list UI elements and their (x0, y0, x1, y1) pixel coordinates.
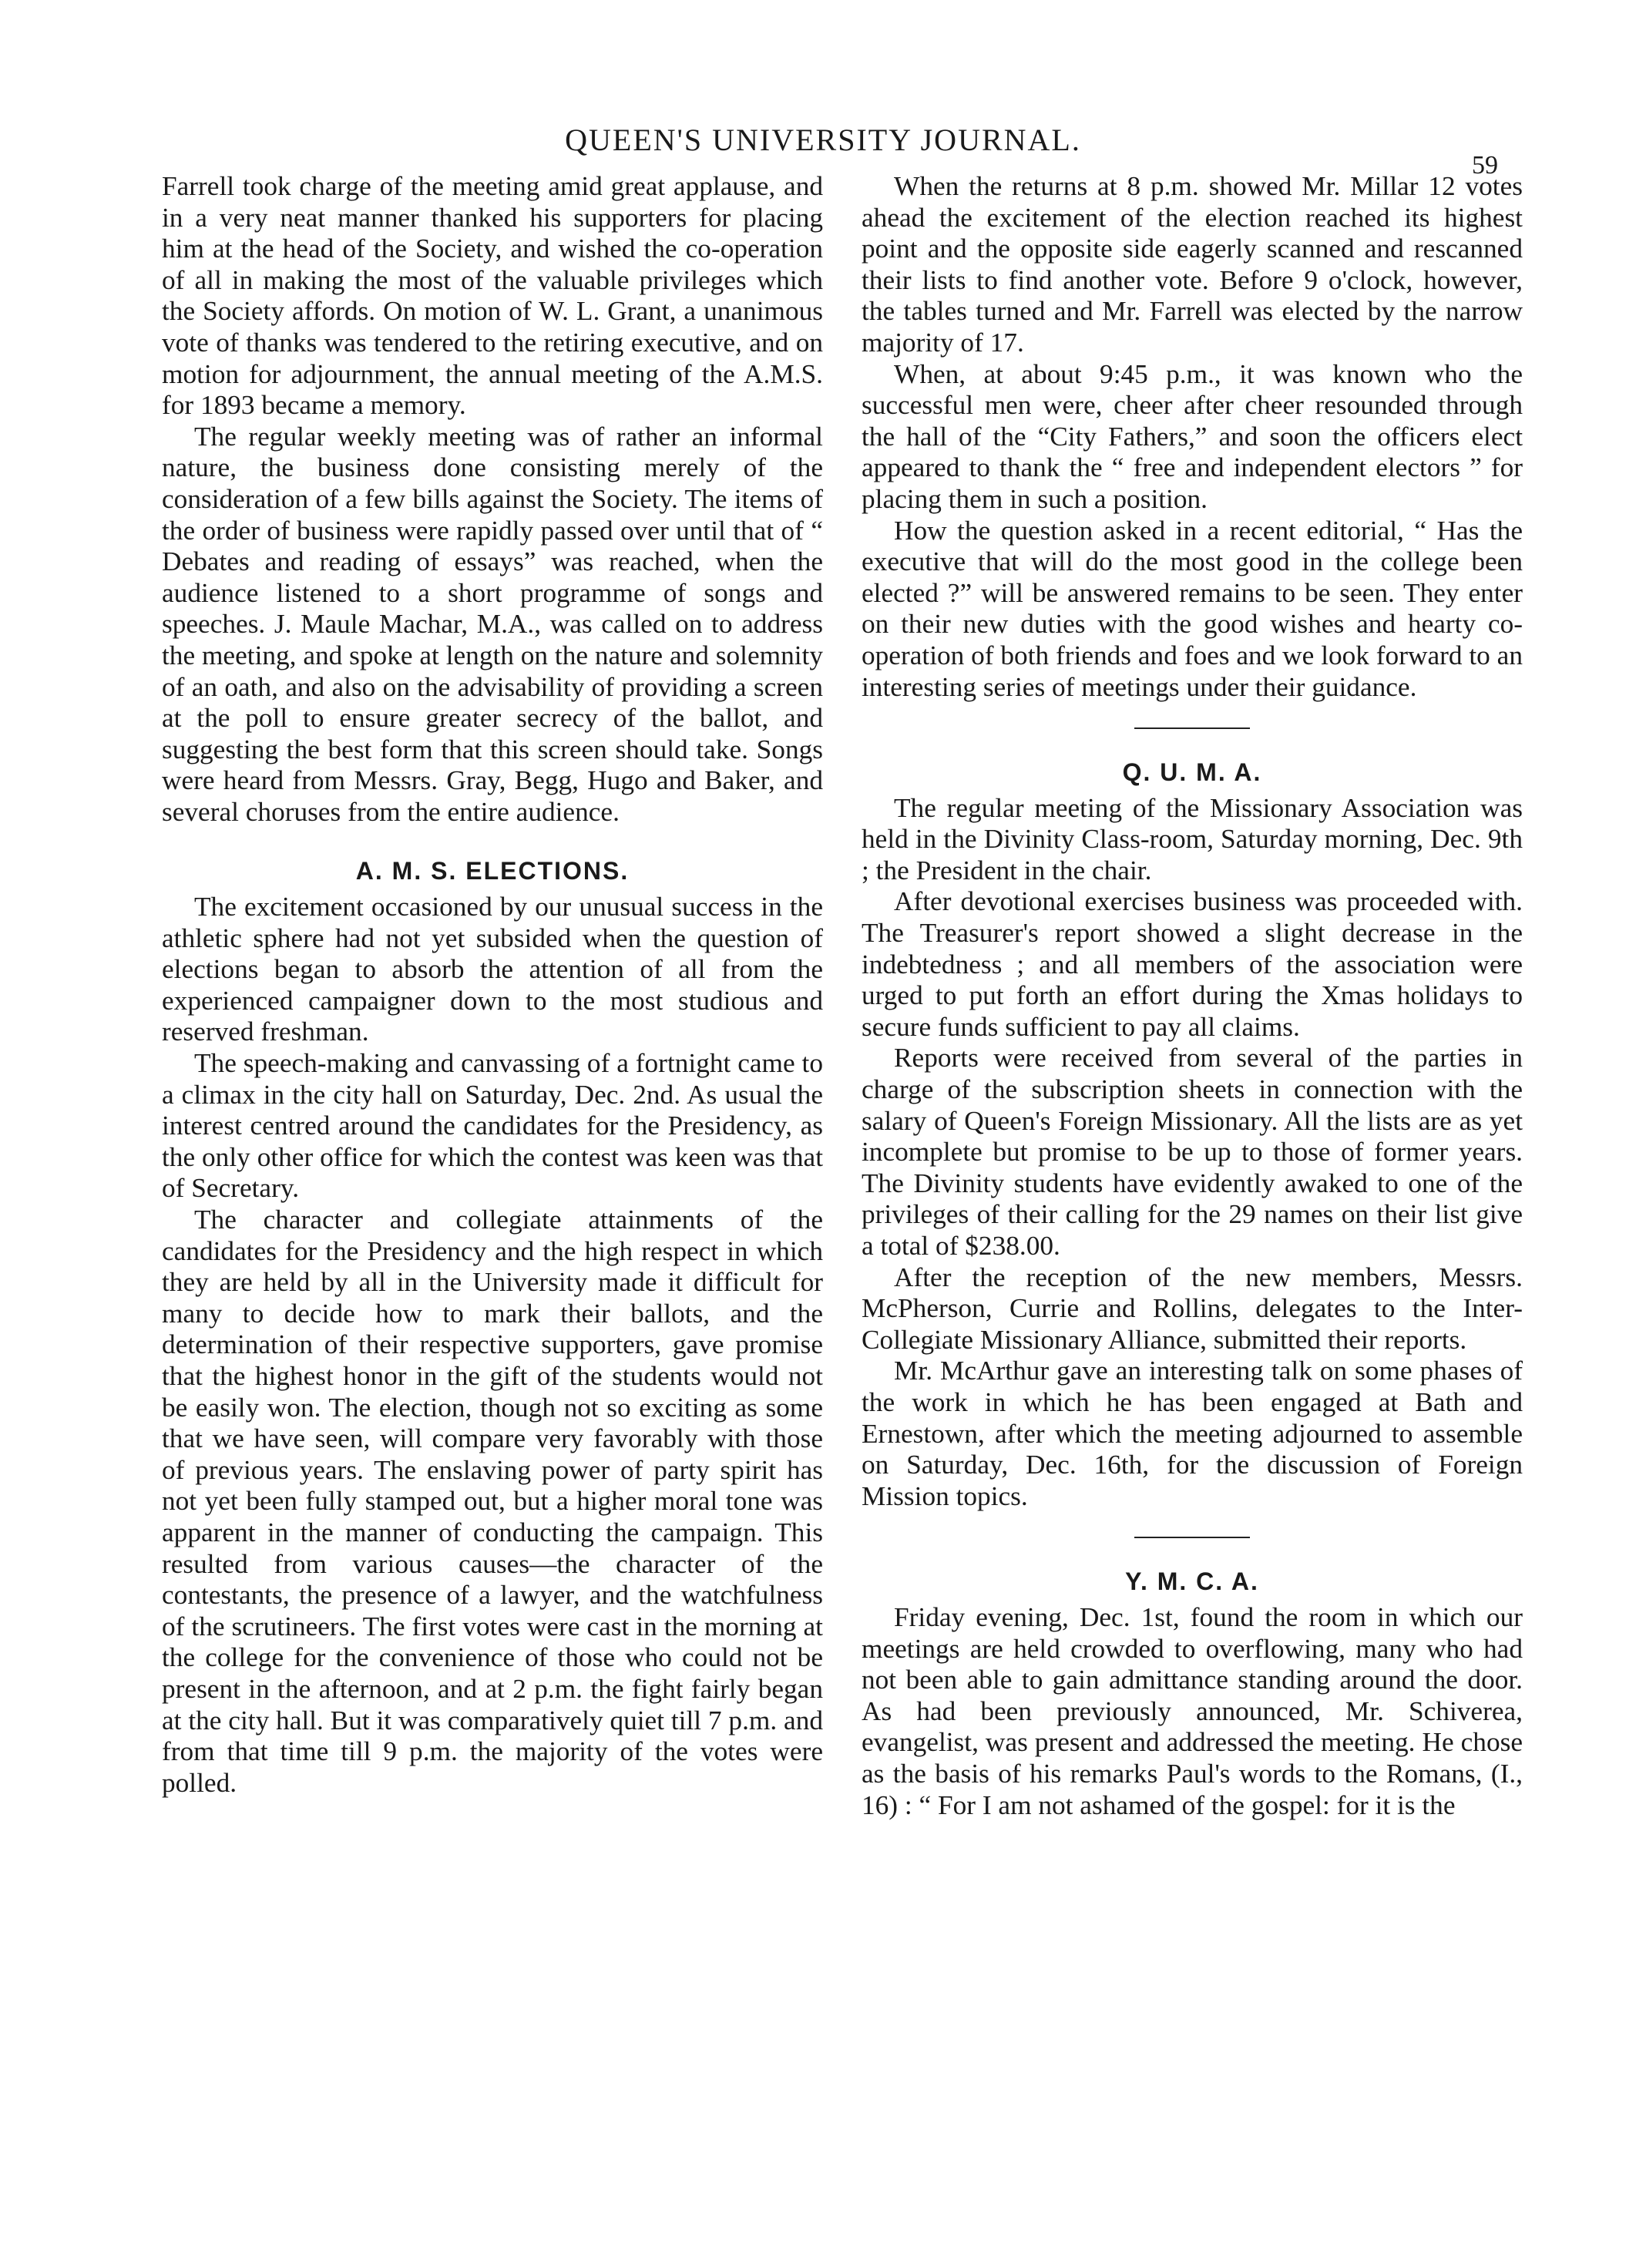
section-heading-ymca: Y. M. C. A. (1125, 1567, 1259, 1596)
paragraph-ams-annual-meeting: Farrell took charge of the meeting amid great applause, and in a very neat manner thanked his supporters for placing him at the head of the Society, and wished the co-operation of all in making the most of the valuable privileges which the Society affords. On motion of W. L. Grant, a unanimous vote of thanks was tendered to the retiring executive, and on motion for adjournment, the annual meeting of the A.M.S. for 1893 became a memory. (162, 171, 823, 421)
running-title: QUEEN'S UNIVERSITY JOURNAL. (565, 123, 1081, 157)
right-column (862, 171, 1523, 1821)
paragraph-canvassing: The speech-making and canvassing of a fortnight came to a climax in the city hall on Saturday, Dec. 2nd. As usual the interest centred around the candidates for the Presidency, as the only other office for which the contest was keen was that of Secretary. (162, 1048, 823, 1204)
paragraph-weekly-meeting: The regular weekly meeting was of rather an informal nature, the business done consisting merely of the consideration of a few bills against the Society. The items of the order of business were rapidly passed over until that of “ Debates and reading of essays” was reached, when the audience listened to a short programme of songs and speeches. J. Maule Machar, M.A., was called on to address the meeting, and spoke at length on the nature and solemnity of an oath, and also on the advisability of providing a screen at the poll to ensure greater secrecy of the ballot, and suggesting the best form that this screen should take. Songs were heard from Messrs. Gray, Begg, Hugo and Baker, and several choruses from the entire audience. (162, 421, 823, 827)
page-number: 59 (1472, 151, 1498, 180)
paragraph-question: How the question asked in a recent editorial, “ Has the executive that will do the most good in the college been elected ?” will be answered remains to be seen. They enter on their new duties with the good wishes and hearty co-operation of both friends and foes and we look forward to an interesting series of meetings under their guidance. (862, 515, 1523, 702)
section-divider (1134, 1537, 1250, 1538)
paragraph-missionary-meeting: The regular meeting of the Missionary Association was held in the Divinity Class-room, Saturday morning, Dec. 9th ; the President in the chair. (862, 792, 1523, 885)
paragraph-reports: Reports were received from several of the parties in charge of the subscription sheets in connection with the salary of Queen's Foreign Missionary. All the lists are as yet incomplete but promise to be up to those of former years. The Divinity students have evidently awaked to one of the privileges of their calling for the 29 names on their list give a total of $238.00. (862, 1043, 1523, 1261)
paragraph-returns: When the returns at 8 p.m. showed Mr. Millar 12 votes ahead the excitement of the election reached its highest point and the opposite side eagerly scanned and rescanned their lists to find another vote. Before 9 o'clock, however, the tables turned and Mr. Farrell was elected by the narrow majority of 17. (862, 171, 1523, 358)
section-divider (1134, 727, 1250, 729)
paragraph-treasurer: After devotional exercises business was proceeded with. The Treasurer's report showed a slight decrease in the indebtedness ; and all members of the association were urged to put forth an effort during the Xmas holidays to secure funds sufficient to pay all claims. (862, 886, 1523, 1042)
paragraph-friday-evening: Friday evening, Dec. 1st, found the room in which our meetings are held crowded to overflowing, many who had not been able to gain admittance standing around the door. As had been previously announced, Mr. Schiverea, evangelist, was present and addressed the meeting. He chose as the basis of his remarks Paul's words to the Romans, (I., 16) : “ For I am not ashamed of the gospel: for it is the (862, 1601, 1523, 1820)
paragraph-new-members: After the reception of the new members, Messrs. McPherson, Currie and Rollins, delegates to the Inter-Collegiate Missionary Alliance, submitted their reports. (862, 1262, 1523, 1355)
paragraph-successful-men: When, at about 9:45 p.m., it was known who the successful men were, cheer after cheer resounded through the hall of the “City Fathers,” and soon the officers elect appeared to thank the “ free and independent electors ” for placing them in such a position. (862, 358, 1523, 514)
left-column (162, 171, 823, 1799)
section-heading-quma: Q. U. M. A. (1122, 758, 1262, 787)
paragraph-mcarthur: Mr. McArthur gave an interesting talk on some phases of the work in which he has been engaged at Bath and Ernestown, after which the meeting adjourned to assemble on Saturday, Dec. 16th, for the discussion of Foreign Mission topics. (862, 1356, 1523, 1511)
paragraph-elections-excitement: The excitement occasioned by our unusual success in the athletic sphere had not yet subsided when the question of elections began to absorb the attention of all from the experienced campaigner down to the most studious and reserved freshman. (162, 892, 823, 1047)
paragraph-candidates: The character and collegiate attainments of the candidates for the Presidency and the high respect in which they are held by all in the University made it difficult for many to decide how to mark their ballots, and the determination of their respective supporters, gave promise that the highest honor in the gift of the students would not be easily won. The election, though not so exciting as some that we have seen, will compare very favorably with those of previous years. The enslaving power of party spirit has not yet been fully stamped out, but a higher moral tone was apparent in the manner of conducting the campaign. This resulted from various causes—the character of the contestants, the presence of a lawyer, and the watchfulness of the scrutineers. The first votes were cast in the morning at the college for the convenience of those who could not be present in the afternoon, and at 2 p.m. the fight fairly began at the city hall. But it was comparatively quiet till 7 p.m. and from that time till 9 p.m. the majority of the votes were polled. (162, 1205, 823, 1798)
section-heading-ams-elections: A. M. S. ELECTIONS. (355, 857, 630, 885)
